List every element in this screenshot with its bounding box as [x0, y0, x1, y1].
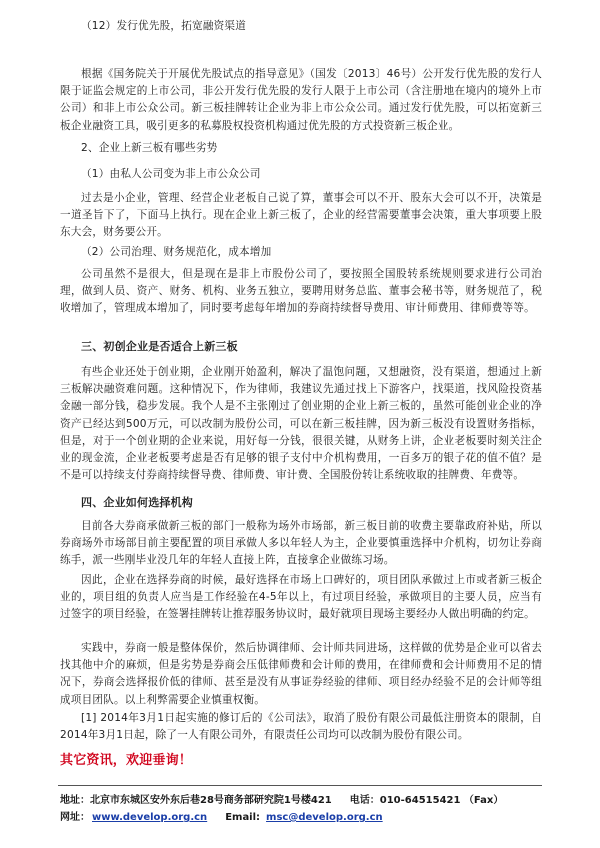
footer-email-label: Email: [225, 812, 261, 823]
footer-address: 地址：北京市东城区安外东后巷28号商务部研究院1号楼421 [60, 795, 332, 806]
footer-website-label: 网址： [60, 812, 90, 823]
footer-website-link[interactable]: www.develop.org.cn [92, 812, 208, 823]
footer-phone: 电话：010-64515421 （Fax） [349, 795, 504, 806]
section-12-body: 根据《国务院关于开展优先股试点的指导意见》（国发〔2013〕46号）公开发行优先股的发行人限于证监会规定的上市公司，非公开发行优先股的发行人限于上市公司（含注册地在境内的境外上市公司）和非上市公众公司。新三板挂牌转让企业为非上市公众公司。通过发行优先股，可以拓宽新三板企业融资工具，吸引更多的私募股权投资机构通过优先股的方式投资新三板企业。 [60, 68, 542, 132]
section-3-body: 有些企业还处于创业期，企业刚开始盈利，解决了温饱问题，又想融资，没有渠道，想通过上新三板解决融资难问题。这种情况下，作为律师，我建议先通过找上下游客户，找渠道，找风险投资基金融一部分钱，稳步发展。我个人是不主张刚过了创业期的企业上新三板的，虽然可能创业企业的净资产已经达到500万元，可以改制为股份公司，可以在新三板挂牌，因为新三板没有设置财务指标，但是，对于一个创业期的企业来说，用好每一分钱，很很关键，从财务上讲，企业老板要时刻关注企业的现金流，企业老板要考虑是否有足够的银子支付中介机构费用，一百多万的银子花的值不值？是不是可以持续支付券商持续督导费、律师费、审计费、全国股份转让系统收取的挂牌费、年费等。 [60, 366, 542, 482]
footer-web-line [60, 808, 560, 823]
section-2-2-title: （2）公司治理、财务规范化，成本增加 [81, 246, 272, 258]
footnote: [1] 2014年3月1日起实施的修订后的《公司法》，取消了股份有限公司最低注册资本的限制，自2014年3月1日起，除了一人有限公司外，有限责任公司均可以改制为股份有限公司。 [60, 712, 542, 742]
footer-contact-line [60, 791, 560, 806]
section-4-paragraph-3: 实践中，券商一般是整体保价，然后协调律师、会计师共同进场，这样做的优势是企业可以省去找其他中介的麻烦，但是劣势是券商会压低律师费和会计师的费用，在律师费和会计师费用不足的情况下，券商会选择报价低的律师、甚至是没有从事证券经验的律师、项目经办经验不足的会计师等组成项目团队。以上利弊需要企业慎重权衡。 [60, 642, 542, 706]
section-2-2-body: 公司虽然不是很大，但是现在是非上市股份公司了，要按照全国股转系统规则要求进行公司治理，做到人员、资产、财务、机构、业务五独立，要聘用财务总监、董事会秘书等，财务规范了，税收增加了，管理成本增加了，同时要考虑每年增加的券商持续督导费用、审计师费用、律师费等等。 [60, 268, 542, 315]
footer-email-link[interactable]: msc@develop.org.cn [266, 812, 383, 823]
section-4-title: 四、企业如何选择机构 [81, 496, 193, 509]
section-12-title: （12）发行优先股，拓宽融资渠道 [81, 20, 246, 32]
section-4-paragraph-1: 目前各大券商承做新三板的部门一般称为场外市场部，新三板目前的收费主要靠政府补贴，所以券商场外市场部目前主要配置的项目承做人多以年轻人为主，企业要慎重选择中介机构，切勿让券商练手，派一些刚毕业没几年的年轻人直接上阵，直接拿企业做练习场。 [60, 520, 542, 567]
section-2-1-body: 过去是小企业，管理、经营企业老板自己说了算，董事会可以不开、股东大会可以不开，决策是一道圣旨下了，下面马上执行。现在企业上新三板了，企业的经营需要董事会决策，重大事项要上股东大会，财务要公开。 [60, 192, 542, 239]
section-4-paragraph-2: 因此，企业在选择券商的时候，最好选择在市场上口碑好的，项目团队承做过上市或者新三板企业的，项目组的负责人应当是工作经验在4-5年以上，有过项目经验，承做项目的主要人员，应当有过签字的项目经验，在签署挂牌转让推荐服务协议时，最好就项目现场主要经办人做出明确的约定。 [60, 574, 542, 621]
footer-divider [58, 785, 542, 786]
contact-call-to-action: 其它资讯，欢迎垂询！ [60, 753, 193, 768]
section-3-title: 三、初创企业是否适合上新三板 [81, 340, 238, 353]
section-2-1-title: （1）由私人公司变为非上市公众公司 [81, 168, 261, 180]
section-2-title: 2、企业上新三板有哪些劣势 [81, 142, 218, 154]
